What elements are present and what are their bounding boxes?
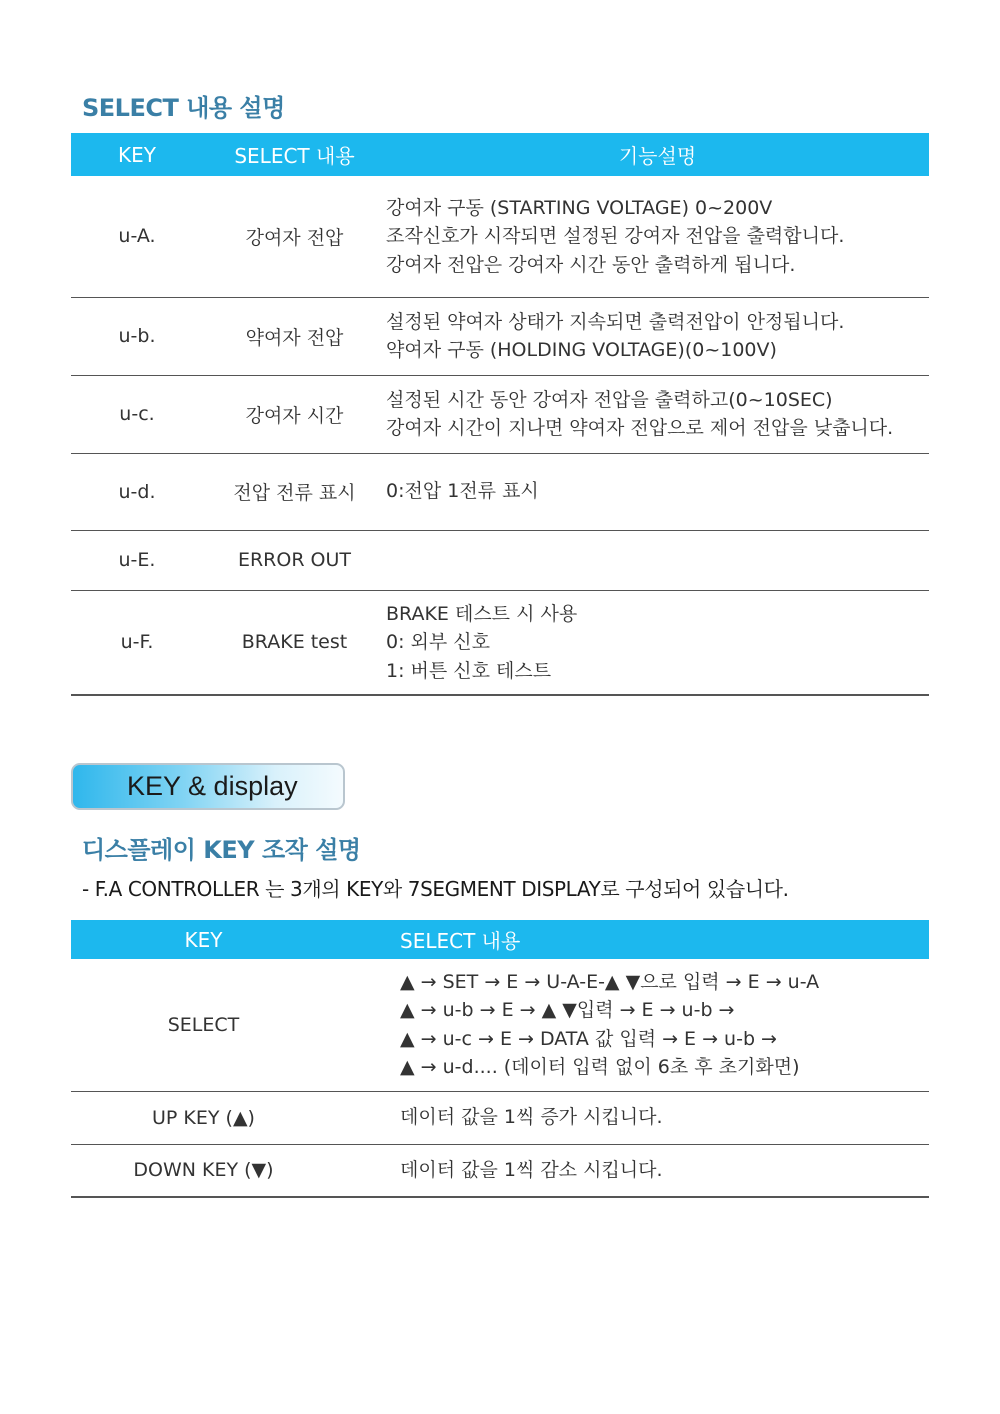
key-table-header xyxy=(71,920,929,959)
desc-line: ▲ → u-b → E → ▲ ▼입력 → E → u-b → xyxy=(400,999,735,1022)
header-select: SELECT 내용 xyxy=(336,920,929,959)
header-select: SELECT 내용 xyxy=(203,133,386,176)
row-key: u-d. xyxy=(71,453,203,530)
row-desc xyxy=(336,1091,929,1144)
key-section-title: 디스플레이 KEY 조작 설명 xyxy=(82,836,361,864)
row-key: u-E. xyxy=(71,530,203,590)
table-row xyxy=(71,1144,929,1197)
table-row xyxy=(71,297,929,375)
row-desc xyxy=(336,959,929,1091)
table-row xyxy=(71,1091,929,1144)
row-key: SELECT xyxy=(71,959,336,1091)
row-key: u-F. xyxy=(71,590,203,695)
table-row xyxy=(71,176,929,297)
row-desc xyxy=(386,453,929,530)
desc-line: ▲ → u-d.... (데이터 입력 없이 6초 후 초기화면) xyxy=(400,1056,800,1079)
row-key: UP KEY (▲) xyxy=(71,1091,336,1144)
desc-line: 강여자 시간이 지나면 약여자 전압으로 제어 전압을 낮춥니다. xyxy=(386,417,894,439)
row-key: u-A. xyxy=(71,176,203,297)
key-display-badge-label: KEY & display xyxy=(127,771,298,801)
desc-line: ▲ → SET → E → U-A-E-▲ ▼으로 입력 → E → u-A xyxy=(400,970,820,993)
table-row xyxy=(71,453,929,530)
desc-line: 약여자 구동 (HOLDING VOLTAGE)(0~100V) xyxy=(386,339,777,361)
desc-line: 강여자 구동 (STARTING VOLTAGE) 0~200V xyxy=(386,196,773,219)
desc-line: 0: 외부 신호 xyxy=(386,631,490,653)
row-desc xyxy=(386,530,929,590)
row-name: ERROR OUT xyxy=(203,530,386,590)
key-table xyxy=(71,920,929,1198)
header-key: KEY xyxy=(71,133,203,176)
table-row xyxy=(71,530,929,590)
row-desc xyxy=(336,1144,929,1197)
desc-line: 설정된 시간 동안 강여자 전압을 출력하고(0~10SEC) xyxy=(386,388,833,411)
desc-line: 강여자 전압은 강여자 시간 동안 출력하게 됩니다. xyxy=(386,253,796,276)
table-row xyxy=(71,959,929,1091)
desc-line: 설정된 약여자 상태가 지속되면 출력전압이 안정됩니다. xyxy=(386,310,845,333)
select-table xyxy=(71,133,929,696)
desc-line: ▲ → u-c → E → DATA 값 입력 → E → u-b → xyxy=(400,1027,777,1050)
desc-line: 조작신호가 시작되면 설정된 강여자 전압을 출력합니다. xyxy=(386,225,845,247)
table-row xyxy=(71,590,929,695)
desc-line: BRAKE 테스트 시 사용 xyxy=(386,602,578,625)
row-key: u-c. xyxy=(71,375,203,453)
key-display-badge xyxy=(71,763,345,810)
select-section-title: SELECT 내용 설명 xyxy=(82,94,285,122)
row-name: BRAKE test xyxy=(203,590,386,695)
row-key: u-b. xyxy=(71,297,203,375)
intro-text: - F.A CONTROLLER 는 3개의 KEY와 7SEGMENT DISPLAY로 구성되어 있습니다. xyxy=(82,877,789,901)
row-desc xyxy=(386,176,929,297)
desc-line: 0:전압 1전류 표시 xyxy=(386,480,539,503)
row-name: 전압 전류 표시 xyxy=(203,453,386,530)
row-desc xyxy=(386,590,929,695)
row-name: 강여자 전압 xyxy=(203,176,386,297)
header-function: 기능설명 xyxy=(386,133,929,176)
desc-line: 데이터 값을 1씩 증가 시킵니다. xyxy=(400,1106,663,1129)
row-desc xyxy=(386,375,929,453)
row-desc xyxy=(386,297,929,375)
header-key: KEY xyxy=(71,920,336,959)
table-row xyxy=(71,375,929,453)
select-table-header xyxy=(71,133,929,176)
row-name: 약여자 전압 xyxy=(203,297,386,375)
row-key: DOWN KEY (▼) xyxy=(71,1144,336,1197)
row-name: 강여자 시간 xyxy=(203,375,386,453)
desc-line: 데이터 값을 1씩 감소 시킵니다. xyxy=(400,1159,663,1181)
desc-line: 1: 버튼 신호 테스트 xyxy=(386,659,552,682)
